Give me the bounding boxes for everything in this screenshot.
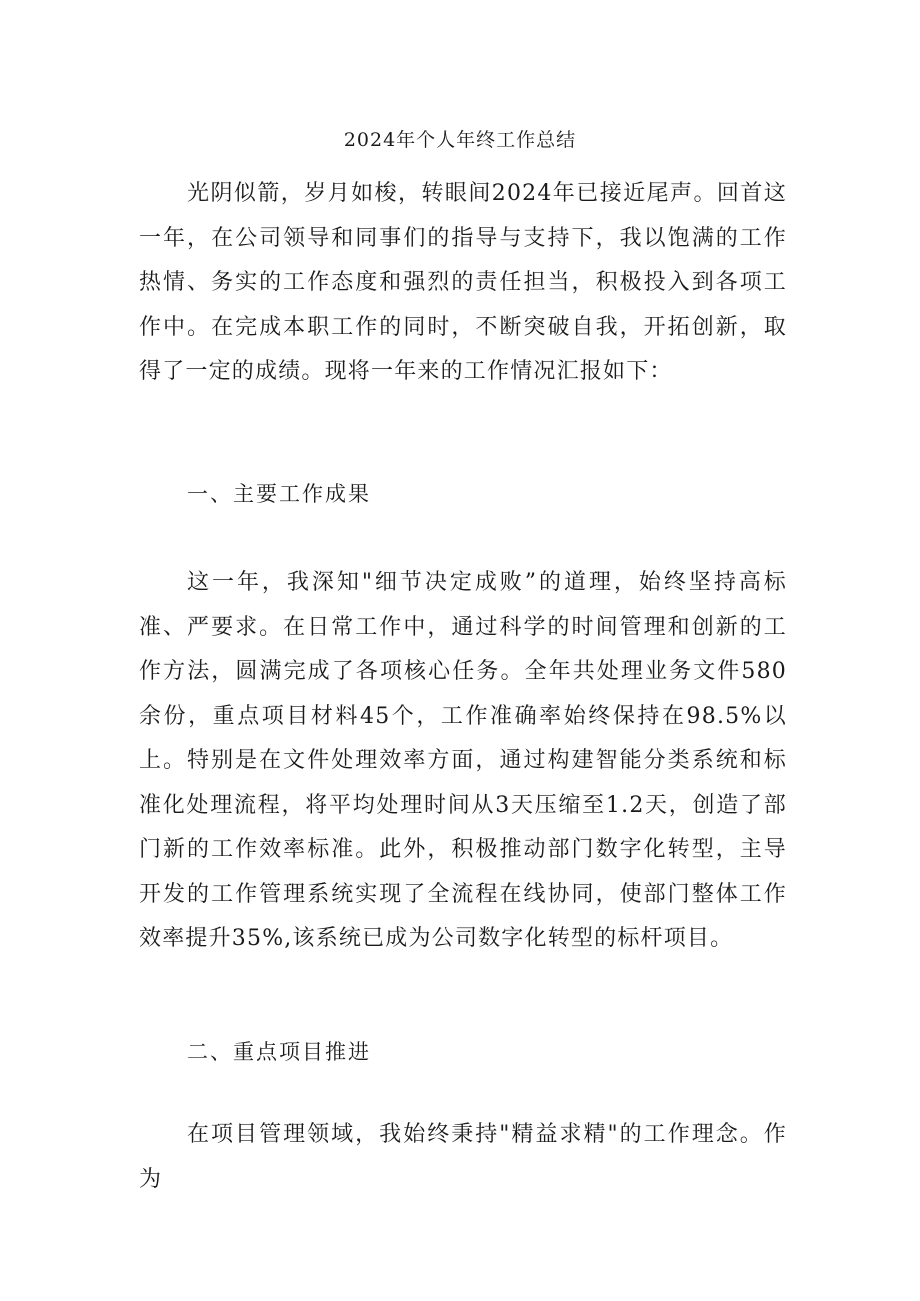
section-heading-key-projects: 二、重点项目推进 (187, 1040, 371, 1064)
document-title: 2024年个人年终工作总结 (343, 129, 577, 151)
section-body-achievements: 这一年，我深知"细节决定成败”的道理，始终坚持高标准、严要求。在日常工作中，通过科学的时间管理和创新的工作方法，圆满完成了各项核心任务。全年共处理业务文件580余份，重点项目材料45个，工作准确率始终保持在98.5%以上。特别是在文件处理效率方面，通过构建智能分类系统和标准化处理流程，将平均处理时间从3天压缩至1.2天，创造了部门新的工作效率标准。此外，积极推动部门数字化转型，主导开发的工作管理系统实现了全流程在线协同，使部门整体工作效率提升35%,该系统已成为公司数字化转型的标杆项目。 (139, 570, 787, 951)
section-heading-achievements: 一、主要工作成果 (187, 482, 371, 506)
section-body-key-projects: 在项目管理领域，我始终秉持"精益求精"的工作理念。作为 (139, 1122, 787, 1192)
intro-paragraph: 光阴似箭，岁月如梭，转眼间2024年已接近尾声。回首这一年，在公司领导和同事们的指导与支持下，我以饱满的工作热情、务实的工作态度和强烈的责任担当，积极投入到各项工作中。在完成本职工作的同时，不断突破自我，开拓创新，取得了一定的成绩。现将一年来的工作情况汇报如下： (139, 181, 787, 384)
